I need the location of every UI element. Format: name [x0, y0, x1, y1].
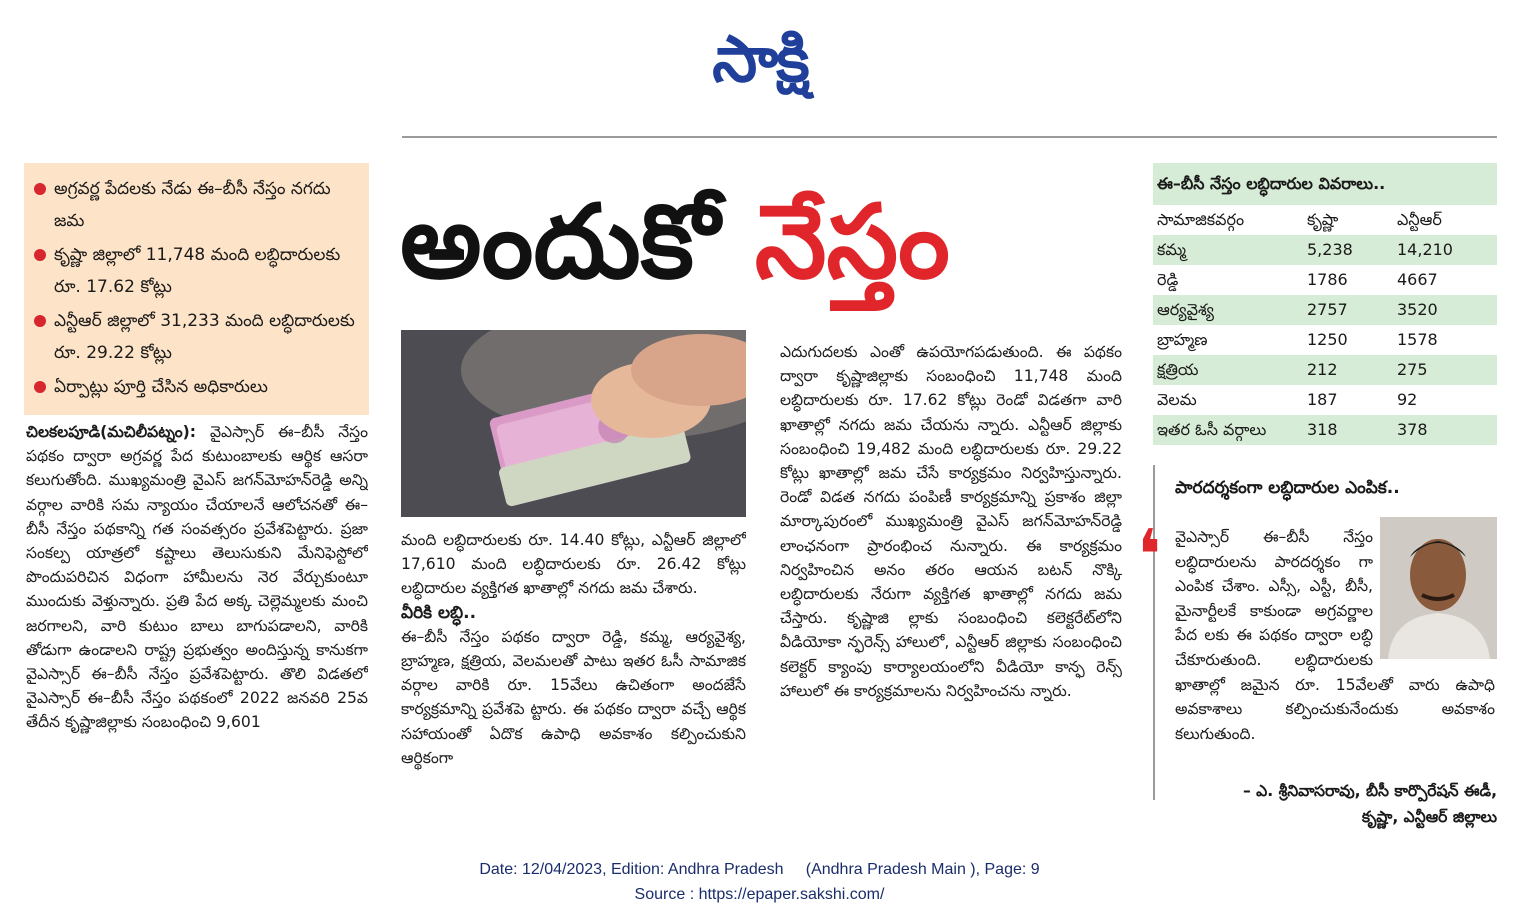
headline	[400, 168, 950, 318]
bullet-dot-icon	[34, 183, 46, 195]
article-column-1	[26, 420, 368, 830]
dateline: చిలకలపూడి(మచిలీపట్నం):	[26, 423, 197, 441]
footer-source: Source : https://epaper.sakshi.com/	[634, 886, 885, 903]
bullet-dot-icon	[34, 249, 46, 261]
quote-mark-icon: ❛	[1137, 514, 1162, 596]
article-column-2	[401, 528, 746, 828]
header-divider	[402, 136, 1497, 138]
headline-part1: అందుకో	[400, 183, 720, 302]
article-text: ఈ–బీసీ నేస్తం పథకం ద్వారా రెడ్డి, కమ్మ, ఆర్యవైశ్య, బ్రాహ్మణ, క్షత్రియ, వెలమలతో పాటు ఇతర ఓసీ సామాజిక వర్గాల వారికి రూ. 15వేలు ఉచితంగా అందజేసే కార్యక్రమాన్ని ప్రవేశపె ట్టారు. ఈ పథకం ద్వారా వచ్చే ఆర్థిక సహాయంతో ఏదొక ఉపాధి అవకాశం కల్పించుకుని ఆర్థికంగా	[401, 627, 746, 767]
bullet-dot-icon	[34, 315, 46, 327]
beneficiary-table	[1153, 163, 1497, 445]
money-hand-photo	[401, 330, 746, 517]
article-text: మంది లబ్ధిదారులకు రూ. 14.40 కోట్లు, ఎన్టీఆర్‌ జిల్లాలో 17,610 మంది లబ్ధిదారులకు రూ. 26.42 కోట్లు లబ్ధిదారుల వ్యక్తిగత ఖాతాల్లో నగదు జమ చేశారు.	[401, 531, 746, 598]
table-row: రెడ్డి 1786 4667	[1157, 270, 1438, 289]
person-photo-icon	[1380, 517, 1497, 659]
masthead-logo: సాక్షి	[712, 23, 808, 97]
table-row: ఇతర ఓసీ వర్గాలు 318 378	[1153, 415, 1497, 445]
official-portrait	[1380, 517, 1497, 659]
article-column-3	[780, 340, 1122, 830]
article-text: వైఎస్సార్‌ ఈ–బీసీ నేస్తం పథకం ద్వారా అగ్రవర్ణ పేద కుటుంబాలకు ఆర్థిక ఆసరా కలుగుతోంది. ముఖ్యమంత్రి వైఎస్‌ జగన్‌మోహన్‌రెడ్డి అన్ని వర్గాల వారికి సమ న్యాయం చేయాలనే ఆలోచనతో ఈ–బీసీ నేస్తం పథకాన్ని గత సంవత్సరం ప్రవేశపెట్టారు. ప్రజా సంకల్ప యాత్రలో కష్టాలు తెలుసుకుని మేనిఫెస్టోలో పొందుపరిచిన విధంగా హామీలను నెర వేర్చుకుంటూ ముందుకు వెళ్తున్నారు. ప్రతి పేద అక్క చెల్లెమ్మలకు మంచి జరగాలని, వారి కుటుం బాలు బాగుపడాలని, వారికి తోడుగా ఉండాలని రాష్ట్ర ప్రభుత్వం అందిస్తున్న కానుకగా వైఎస్సార్‌ ఈ–బీసీ నేస్తం ప్రవేశపెట్టారు. తొలి విడతలో వైఎస్సార్‌ ఈ–బీసీ నేస్తం పథకంలో 2022 జనవరి 25వ తేదీన కృష్ణాజిల్లాకు సంబంధించి 9,601	[26, 423, 368, 732]
highlight-item: కృష్ణా జిల్లాలో 11,748 మంది లబ్ధిదారులకు రూ. 17.62 కోట్లు	[34, 239, 361, 303]
highlights-box	[24, 163, 369, 415]
table-row: క్షత్రియ 212 275	[1153, 355, 1497, 385]
table-row: బ్రాహ్మణ 1250 1578	[1157, 330, 1438, 349]
table-title: ఈ–బీసీ నేస్తం లబ్ధిదారుల వివరాలు..	[1153, 163, 1497, 205]
subheading: వీరికి లబ్ధి..	[401, 602, 477, 623]
quote-attribution: – ఎ. శ్రీనివాసరావు, బీసీ కార్పొరేషన్‌ ఈడీ, కృష్ణా, ఎన్టీఆర్‌ జిల్లాలు	[1242, 782, 1497, 826]
cash-notes-illustration	[401, 330, 746, 517]
table-header-row: సామాజికవర్గం కృష్ణా ఎన్టీఆర్‌	[1157, 210, 1442, 229]
table-row: వెలమ 187 92	[1157, 390, 1418, 409]
table-row: ఆర్యవైశ్య 2757 3520	[1153, 295, 1497, 325]
highlight-item: ఎన్టీఆర్‌ జిల్లాలో 31,233 మంది లబ్ధిదారులకు రూ. 29.22 కోట్లు	[34, 305, 361, 369]
quote-text: వైఎస్సార్‌ ఈ–బీసీ నేస్తం లబ్ధిదారులను పారదర్శకం గా ఎంపిక చేశాం. ఎస్సీ, ఎస్టీ, బీసీ, మైనార్టీలకే కాకుండా అగ్రవర్ణాల పేద లకు ఈ పథకం ద్వారా లబ్ధి చేకూరుతుంది. లబ్ధిదారులకు ఖాతాల్లో జమైన రూ. 15వేలతో వారు ఉపాధి అవకాశాలు కల్పించుకునేందుకు అవకాశం కలుగుతుంది.	[1175, 528, 1495, 743]
table-row: కమ్మ 5,238 14,210	[1153, 235, 1497, 265]
page-footer	[0, 857, 1519, 907]
headline-part2: నేస్తం	[754, 183, 950, 302]
bullet-dot-icon	[34, 381, 46, 393]
sidebox-title: పారదర్శకంగా లబ్ధిదారుల ఎంపిక..	[1175, 478, 1400, 498]
article-text: ఎదుగుదలకు ఎంతో ఉపయోగపడుతుంది. ఈ పథకం ద్వారా కృష్ణాజిల్లాకు సంబంధించి 11,748 మంది లబ్ధిదారులకు రూ. 17.62 కోట్లు రెండో విడతగా వారి ఖాతాల్లో నగదు జమ చేయను న్నారు. ఎన్టీఆర్‌ జిల్లాకు సంబంధించి 19,482 మంది లబ్ధిదారులకు రూ. 29.22 కోట్లు ఖాతాల్లో జమ చేసే కార్యక్రమం నిర్వహిస్తున్నారు. రెండో విడత నగదు పంపిణీ కార్యక్రమాన్ని ప్రకాశం జిల్లా మార్కాపురంలో ముఖ్యమంత్రి వైఎస్‌ జగన్‌మోహన్‌రెడ్డి లాంఛనంగా ప్రారంభించ నున్నారు. ఈ కార్యక్రమం నిర్వహించిన అనం తరం ఆయన బటన్‌ నొక్కి లబ్ధిదారులకు నేరుగా వ్యక్తిగత ఖాతాల్లో నగదు జమ చేస్తారు. కృష్ణాజి ల్లాకు సంబంధించి కలెక్టరేట్‌లోని వీడియోకా న్ఫరెన్స్‌ హాలులో, ఎన్టీఆర్‌ జిల్లాకు సంబంధించి కలెక్టర్‌ క్యాంపు కార్యాలయంలోని వీడియో కాన్ఫ రెన్స్‌ హాలులో ఈ కార్యక్రమాలను నిర్వహించను న్నారు.	[780, 343, 1122, 700]
highlight-item: అగ్రవర్ణ పేదలకు నేడు ఈ–బీసీ నేస్తం నగదు జమ	[34, 173, 361, 237]
footer-date-edition: Date: 12/04/2023, Edition: Andhra Pradesh (Andhra Pradesh Main ), Page: 9	[479, 861, 1040, 878]
highlight-item: ఏర్పాట్లు పూర్తి చేసిన అధికారులు	[34, 371, 361, 403]
